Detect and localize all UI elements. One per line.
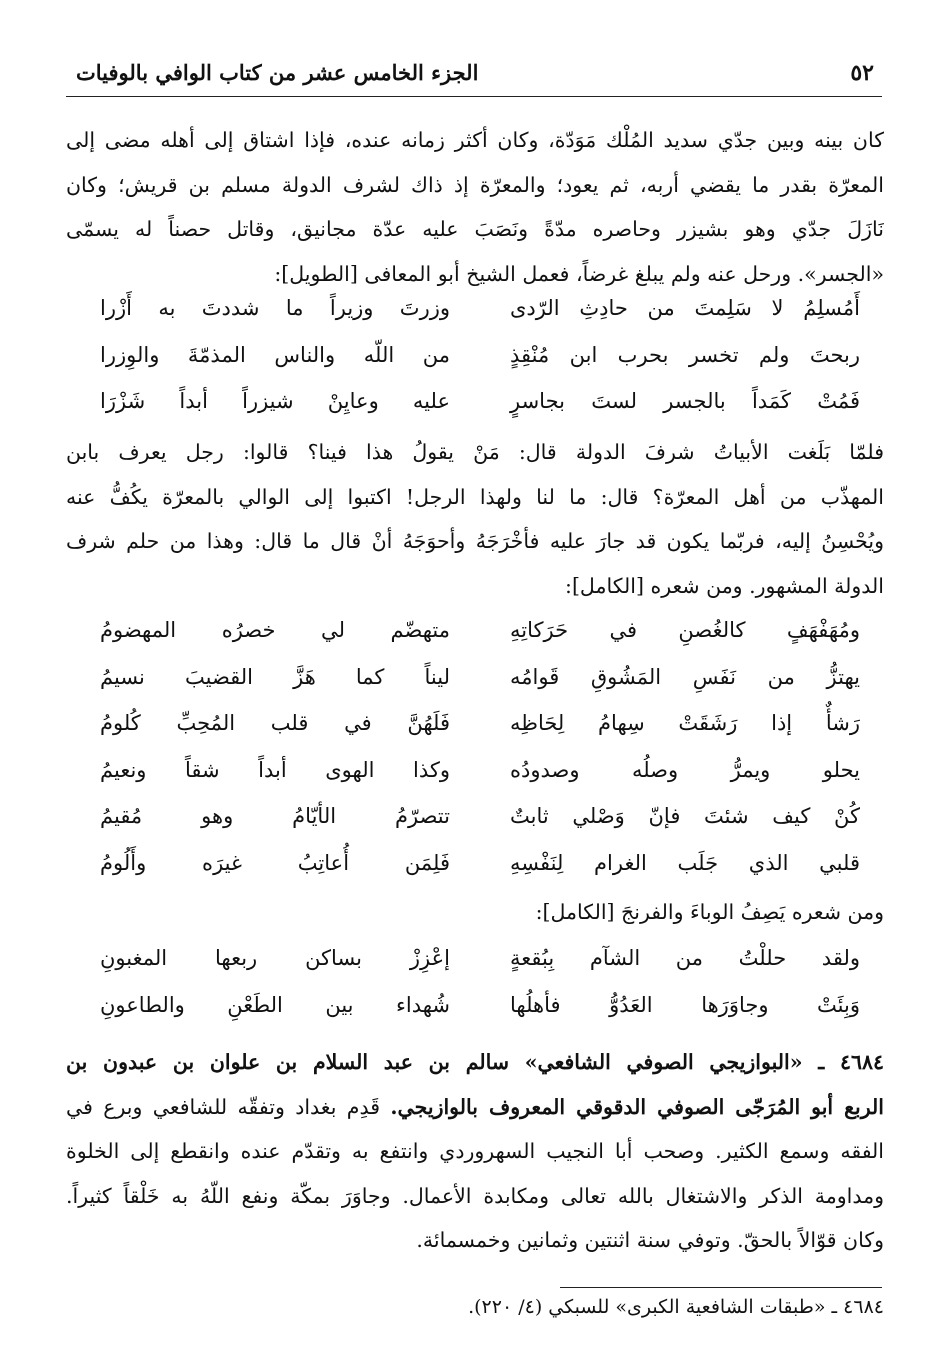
hemistich-first: وَبِئَتْ وجاوَرَها العَدُوُّ فأهلُها xyxy=(510,992,860,1017)
entry-text: قَدِم بغداد وتفقّه للشافعي وبرع في xyxy=(66,1094,381,1119)
hemistich-second: وزرتَ وزيراً ما شددتَ به أَزْرا xyxy=(100,296,450,320)
prose-line: ويُحْسِنُ إليه، فربّما يكون قد جارَ عليه فأخْرَجَهُ وأحوَجَهُ أنْ قال ما قال: وهذا من حلم شرف xyxy=(66,529,884,553)
hemistich-first: يهتزُّ من نَفَسِ المَشُوقِ قَوامُه xyxy=(510,664,860,689)
hemistich-first: ومُهَفْهَفٍ كالغُصنِ في حَرَكاتِهِ xyxy=(510,618,860,642)
prose-line: ومن شعره يَصِفُ الوباءَ والفرنجَ [الكامل]: xyxy=(535,900,884,924)
running-title: الجزء الخامس عشر من كتاب الوافي بالوفيات xyxy=(76,60,479,85)
prose-line: الفقه وسمع الكثير. وصحب أبا النجيب السهروردي وانتفع به وتقدّم عنده وانقطع إلى الخلوة xyxy=(66,1139,884,1163)
prose-line: فلمّا بَلَغت الأبياتُ شرفَ الدولة قال: مَنْ يقولُ هذا فينا؟ قالوا: رجل يعرف بابن xyxy=(66,440,884,464)
verse-row xyxy=(100,711,860,758)
entry-name: «البوازيجي الصوفي الشافعي» سالم بن عبد السلام بن علوان بن عبدون بن xyxy=(66,1050,803,1074)
hemistich-first: ولقد حللْتُ من الشآم بِبُقعةٍ xyxy=(510,946,860,970)
hemistich-second: متهضّم لي خصرُه المهضومُ xyxy=(100,618,450,642)
poem-kamil-1 xyxy=(100,618,860,897)
hemistich-second: من اللّه والناس المذمّةَ والوِزرا xyxy=(100,342,450,367)
page-number: ٥٢ xyxy=(850,60,874,86)
hemistich-second: شُهداء بين الطَعْنِ والطاعونِ xyxy=(100,992,450,1017)
prose-line: وكان قوّالاً بالحقّ. وتوفي سنة اثنتين وثمانين وخمسمائة. xyxy=(416,1228,884,1252)
hemistich-second: ليناً كما هَزَّ القضيبَ نسيمُ xyxy=(100,664,450,689)
prose-line: المهذّب من أهل المعرّة؟ قال: ما لنا ولهذا الرجل! اكتبوا إلى الوالي بالمعرّة يكُفُّ عنه xyxy=(66,484,884,509)
header-rule xyxy=(66,96,882,97)
verse-row xyxy=(100,343,860,390)
hemistich-first: كُنْ كيف شئتَ فإنّ وَصْلي ثابتٌ xyxy=(510,804,860,828)
entry-line xyxy=(66,1085,884,1130)
biography-entry xyxy=(66,1040,884,1263)
entry-name-cont: الربع أبو المُرَجّى الصوفي الدقوقي المعروف بالوازيجي. xyxy=(390,1094,884,1119)
entry-heading-line xyxy=(66,1040,884,1085)
verse-row xyxy=(100,665,860,712)
hemistich-second: وكذا الهوى أبداً شقاً ونعيمُ xyxy=(100,757,450,782)
hemistich-first: يحلو ويمرُّ وصلُه وصدودُه xyxy=(510,757,860,782)
poem-tawil xyxy=(100,296,860,436)
intro-paragraph xyxy=(66,118,884,296)
entry-number: ٤٦٨٤ ـ xyxy=(818,1050,884,1074)
poem3-intro xyxy=(66,890,884,935)
verse-row xyxy=(100,946,860,993)
prose-line: ومداومة الذكر والاشتغال بالله تعالى ومكابدة الأعمال. وجاوَرَ بمكّة ونفع اللّهُ به خَلْقاً كثيراً. xyxy=(66,1183,884,1208)
hemistich-second: تتصرّمُ الأيّامُ وهو مُقيمُ xyxy=(100,804,450,828)
hemistich-first: فَمُتْ كَمَداً بالجسر لستَ بجاسرٍ xyxy=(510,389,860,413)
middle-paragraph xyxy=(66,430,884,608)
prose-line: كان بينه وبين جدّي سديد المُلْك مَوَدّة، وكان أكثر زمانه عنده، فإذا اشتاق إلى أهله مضى إلى xyxy=(66,128,884,152)
verse-row xyxy=(100,296,860,343)
verse-row xyxy=(100,758,860,805)
hemistich-second: عليه وعايِنْ شيزراً أبداً شَزْرَا xyxy=(100,389,450,413)
verse-row xyxy=(100,993,860,1040)
verse-row xyxy=(100,804,860,851)
hemistich-first: ربحتَ ولم تخسر بحرب ابن مُنْقِذٍ xyxy=(510,342,860,367)
prose-line: نَازَلَ جدّي وهو بشيزر وحاصره مدّةً ونَصَبَ عليه عدّة مجانيق، وقاتل حصناً له يسمّى xyxy=(66,217,884,241)
page-header xyxy=(70,58,880,90)
hemistich-first: رَشأٌ إذا رَشَقَتْ سِهامُ لِحَاظِه xyxy=(510,711,860,735)
poem-kamil-2 xyxy=(100,946,860,1039)
hemistich-second: فَلَهُنَّ في قلب المُحِبِّ كُلومُ xyxy=(100,711,450,735)
prose-line: الدولة المشهور. ومن شعره [الكامل]: xyxy=(565,573,884,598)
prose-line: «الجسر». ورحل عنه ولم يبلغ غرضاً، فعمل الشيخ أبو المعافى [الطويل]: xyxy=(274,261,884,286)
hemistich-first: أَمُسلِمُ لا سَلِمتَ من حادِثِ الرّدى xyxy=(510,296,860,320)
verse-row xyxy=(100,618,860,665)
prose-line: المعرّة بقدر ما يقضي أربه، ثم يعود؛ والمعرّة إذ ذاك لشرف الدولة مسلم بن قريش؛ وكان xyxy=(66,172,884,197)
hemistich-second: فَلِمَن أُعاتِبُ غيرَه وأَلُومُ xyxy=(100,850,450,875)
verse-row xyxy=(100,389,860,436)
footnote: ٤٦٨٤ ـ «طبقات الشافعية الكبرى» للسبكي (٤/ ٢٢٠). xyxy=(468,1296,884,1318)
hemistich-second: إعْزِزْ بساكن ربعها المغبونِ xyxy=(100,946,450,970)
footnote-rule xyxy=(560,1287,882,1288)
hemistich-first: قلبي الذي جَلَب الغرام لِنَفْسِهِ xyxy=(510,850,860,875)
